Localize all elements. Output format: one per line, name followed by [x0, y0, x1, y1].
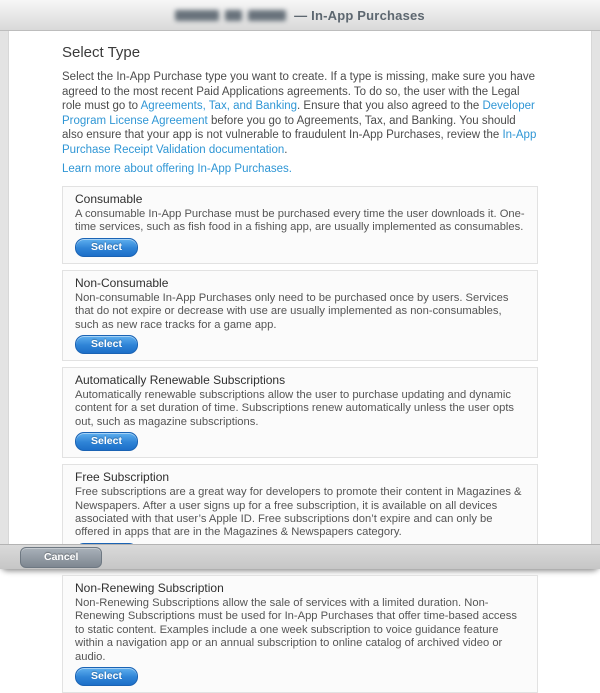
option-description: Automatically renewable subscriptions allow the user to purchase updating and dynamic content for a set duration of time. Subscriptions renew automatically unless the user opts out, such as magazine subscriptions. — [75, 389, 515, 428]
select-auto-renewable-button[interactable]: Select — [75, 432, 138, 451]
option-consumable — [62, 186, 538, 264]
select-non-consumable-button[interactable]: Select — [75, 335, 138, 354]
option-non-consumable — [62, 270, 538, 361]
option-description: Free subscriptions are a great way for developers to promote their content in Magazines & Newspapers. After a user signs up for a free subscription, it is available on all devices associated with that user’s Apple ID. Free subscriptions don’t expire and can only be offered in apps that are in the Magazines & Newspapers category. — [75, 486, 522, 539]
option-title: Consumable — [75, 192, 143, 206]
option-description: Non-consumable In-App Purchases only need to be purchased once by users. Services that do not expire or decrease with use are usually implemented as non-consumables, such as new race tracks for a game app. — [75, 291, 509, 331]
window-titlebar — [0, 0, 600, 31]
option-description: A consumable In-App Purchase must be purchased every time the user downloads it. One-time services, such as fish food in a fishing app, are usually implemented as consumables. — [75, 208, 525, 234]
option-title: Non-Consumable — [75, 275, 169, 290]
intro-text-3: before you go to Agreements, Tax, and Banking. You should also ensure that your app is not vulnerable to fraudulent In-App Purchases, review the — [62, 114, 516, 141]
select-non-renewing-button[interactable]: Select — [75, 667, 138, 686]
window-footer — [0, 544, 600, 569]
option-description: Non-Renewing Subscriptions allow the sale of services with a limited duration. Non-Renewing Subscriptions must be used for In-App Purchases that offer time-based access to static content. Examples include a one week subscription to voice guidance feature within a navigation app or an annual subscription to online catalog of archived video or audio. — [75, 596, 517, 663]
intro-text-1: Select the In-App Purchase type you want to create. If a type is missing, make sure you have agreed to the most recent Paid Applications agreements. To do so, the user with the Legal role must go to — [62, 71, 536, 112]
option-auto-renewable-subscriptions — [62, 367, 538, 458]
window-title: — In-App Purchases — [294, 7, 425, 23]
option-list — [62, 186, 538, 693]
select-consumable-button[interactable]: Select — [75, 238, 138, 257]
intro-paragraph — [62, 70, 538, 157]
receipt-validation-documentation-link[interactable]: In-App Purchase Receipt Validation documentation — [62, 129, 537, 156]
developer-program-license-agreement-link[interactable]: Developer Program License Agreement — [62, 100, 535, 127]
option-non-renewing-subscription — [62, 575, 538, 693]
cancel-button[interactable]: Cancel — [20, 547, 102, 568]
option-title: Non-Renewing Subscription — [75, 580, 224, 595]
redacted-app-name — [175, 10, 286, 21]
learn-more-link[interactable]: Learn more about offering In-App Purchases. — [62, 163, 292, 175]
option-title: Free Subscription — [75, 470, 170, 485]
agreements-tax-banking-link[interactable]: Agreements, Tax, and Banking — [140, 100, 298, 112]
option-title: Automatically Renewable Subscriptions — [75, 373, 286, 388]
intro-text-4: . — [284, 143, 288, 156]
learn-more-row — [62, 162, 538, 177]
page-title: Select Type — [62, 44, 141, 61]
intro-text-2: . Ensure that you also agreed to the — [297, 100, 483, 112]
